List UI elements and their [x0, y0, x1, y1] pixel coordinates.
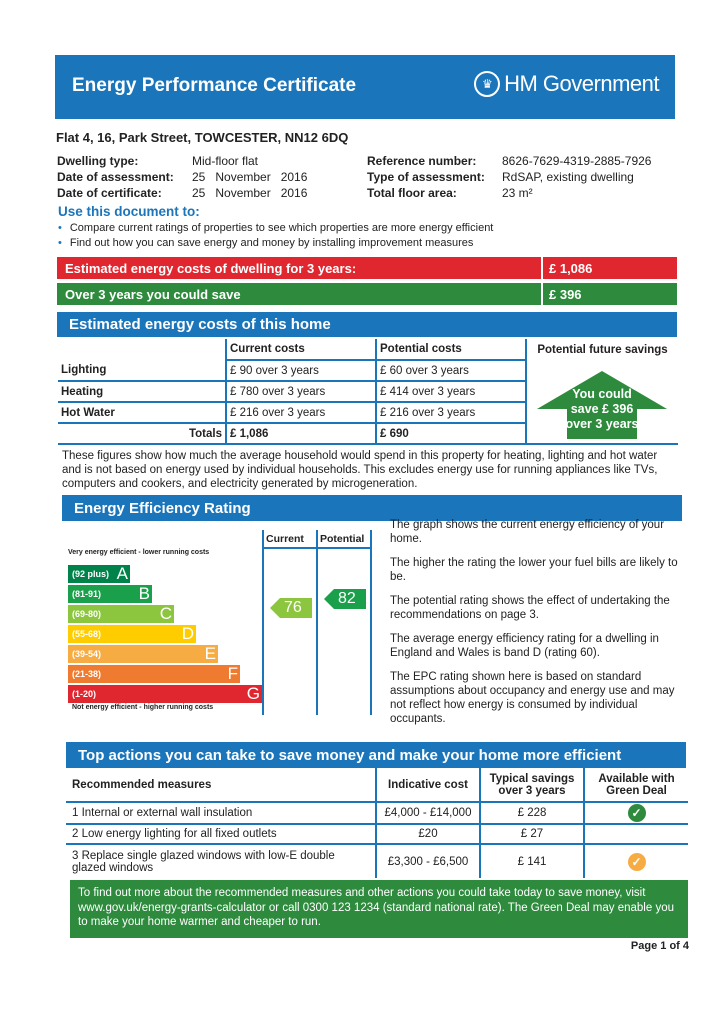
rating-explanation: The graph shows the current energy efficiency of your home. The higher the rating the lower your fuel bills are likely to be. The potential rating shows the effect of undertaking the recommendations on page 3. The average energy efficiency rating for a dwelling in England and Wales is band D (rating 60). The EPC rating shown here is based on standard assumptions about occupancy and energy use and may not reflect how energy is consumed by individual occupants.	[390, 519, 678, 725]
potential-rating-value: 82	[338, 590, 356, 607]
band-g: (1-20) G	[68, 685, 262, 703]
header-banner	[55, 55, 675, 119]
hm-government-logo	[474, 71, 659, 97]
detail-row: Date of assessment: 25 November 2016	[57, 170, 308, 184]
band-b: (81-91) B	[68, 585, 152, 603]
actions-footer-note: To find out more about the recommended measures and other actions you could take today to save money, visit www.gov.uk/energy-grants-calculator or call 0300 123 1234 (standard national rate). The Green Deal may enable you to make your home warmer and cheaper to run.	[70, 880, 688, 938]
detail-row: Total floor area: 23 m²	[367, 186, 533, 200]
band-e: (39-54) E	[68, 645, 218, 663]
details-left	[57, 153, 307, 201]
costs-note: These figures show how much the average household would spend in this property for heating, lighting and hot water and is not based on energy used by individual households. This excludes energy use for running appliances like TVs, computers and cookers, and electricity generated by microgeneration.	[62, 450, 658, 490]
table-row: 3 Replace single glazed windows with low-E double glazed windows £3,300 - £6,500 £ 141 ✓	[66, 844, 688, 878]
page-title: Energy Performance Certificate	[72, 75, 357, 96]
totals-row: Totals £ 1,086 £ 690	[58, 423, 678, 444]
savings-summary-bar: Over 3 years you could save £ 396	[57, 283, 677, 305]
page-number: Page 1 of 4	[630, 940, 689, 952]
list-item: • Find out how you can save energy and money by installing improvement measures	[58, 236, 493, 251]
royal-crest-icon: ♛	[474, 71, 500, 97]
property-address: Flat 4, 16, Park Street, TOWCESTER, NN12 6DQ	[56, 130, 349, 145]
brand-name: HM Government	[504, 71, 659, 96]
rating-bottom-note: Not energy efficient - higher running costs	[72, 704, 214, 711]
table-row: 1 Internal or external wall insulation £4,000 - £14,000 £ 228 ✓	[66, 802, 688, 824]
detail-row: Dwelling type: Mid-floor flat	[57, 154, 259, 168]
band-c: (69-80) C	[68, 605, 174, 623]
table-row: Heating £ 780 over 3 years £ 414 over 3 years	[58, 381, 678, 402]
cost-summary-value: £ 1,086	[541, 257, 592, 279]
band-a: (92 plus) A	[68, 565, 130, 583]
cost-summary-bar: Estimated energy costs of dwelling for 3 years: £ 1,086	[57, 257, 677, 279]
potential-column-label: Potential	[320, 533, 365, 545]
costs-section-header: Estimated energy costs of this home	[57, 312, 677, 337]
rating-section-header: Energy Efficiency Rating	[62, 495, 682, 521]
table-row: Hot Water £ 216 over 3 years £ 216 over 3 years	[58, 402, 678, 423]
use-doc-title: Use this document to:	[58, 204, 200, 219]
green-deal-tick-icon: ✓	[628, 853, 646, 871]
details-right	[367, 153, 651, 201]
current-rating-value: 76	[284, 599, 302, 616]
detail-row: Type of assessment: RdSAP, existing dwelling	[367, 170, 634, 184]
green-deal-tick-icon: ✓	[628, 804, 646, 822]
savings-arrow: You could save £ 396 over 3 years	[537, 371, 667, 439]
potential-rating-arrow	[324, 589, 366, 609]
actions-section-header: Top actions you can take to save money and make your home more efficient	[66, 742, 686, 768]
savings-summary-value: £ 396	[541, 283, 582, 305]
band-d: (55-68) D	[68, 625, 196, 643]
actions-table	[66, 768, 688, 878]
use-doc-bullets	[58, 221, 493, 251]
table-row: Lighting £ 90 over 3 years £ 60 over 3 years	[58, 360, 678, 381]
rating-top-note: Very energy efficient - lower running costs	[68, 549, 210, 556]
detail-row: Reference number: 8626-7629-4319-2885-7926	[367, 154, 652, 168]
band-f: (21-38) F	[68, 665, 240, 683]
current-column-label: Current	[266, 533, 304, 545]
current-rating-arrow	[270, 598, 312, 618]
rating-columns	[262, 530, 372, 715]
detail-row: Date of certificate: 25 November 2016	[57, 186, 308, 200]
table-header-row: Recommended measures Indicative cost Typical savings over 3 years Available with Green Deal	[66, 768, 688, 802]
table-header-row: Current costs Potential costs Potential future savings	[58, 339, 678, 360]
table-row: 2 Low energy lighting for all fixed outlets £20 £ 27	[66, 824, 688, 844]
list-item: • Compare current ratings of properties to see which properties are more energy efficient	[58, 221, 493, 236]
rating-bands	[68, 565, 263, 703]
